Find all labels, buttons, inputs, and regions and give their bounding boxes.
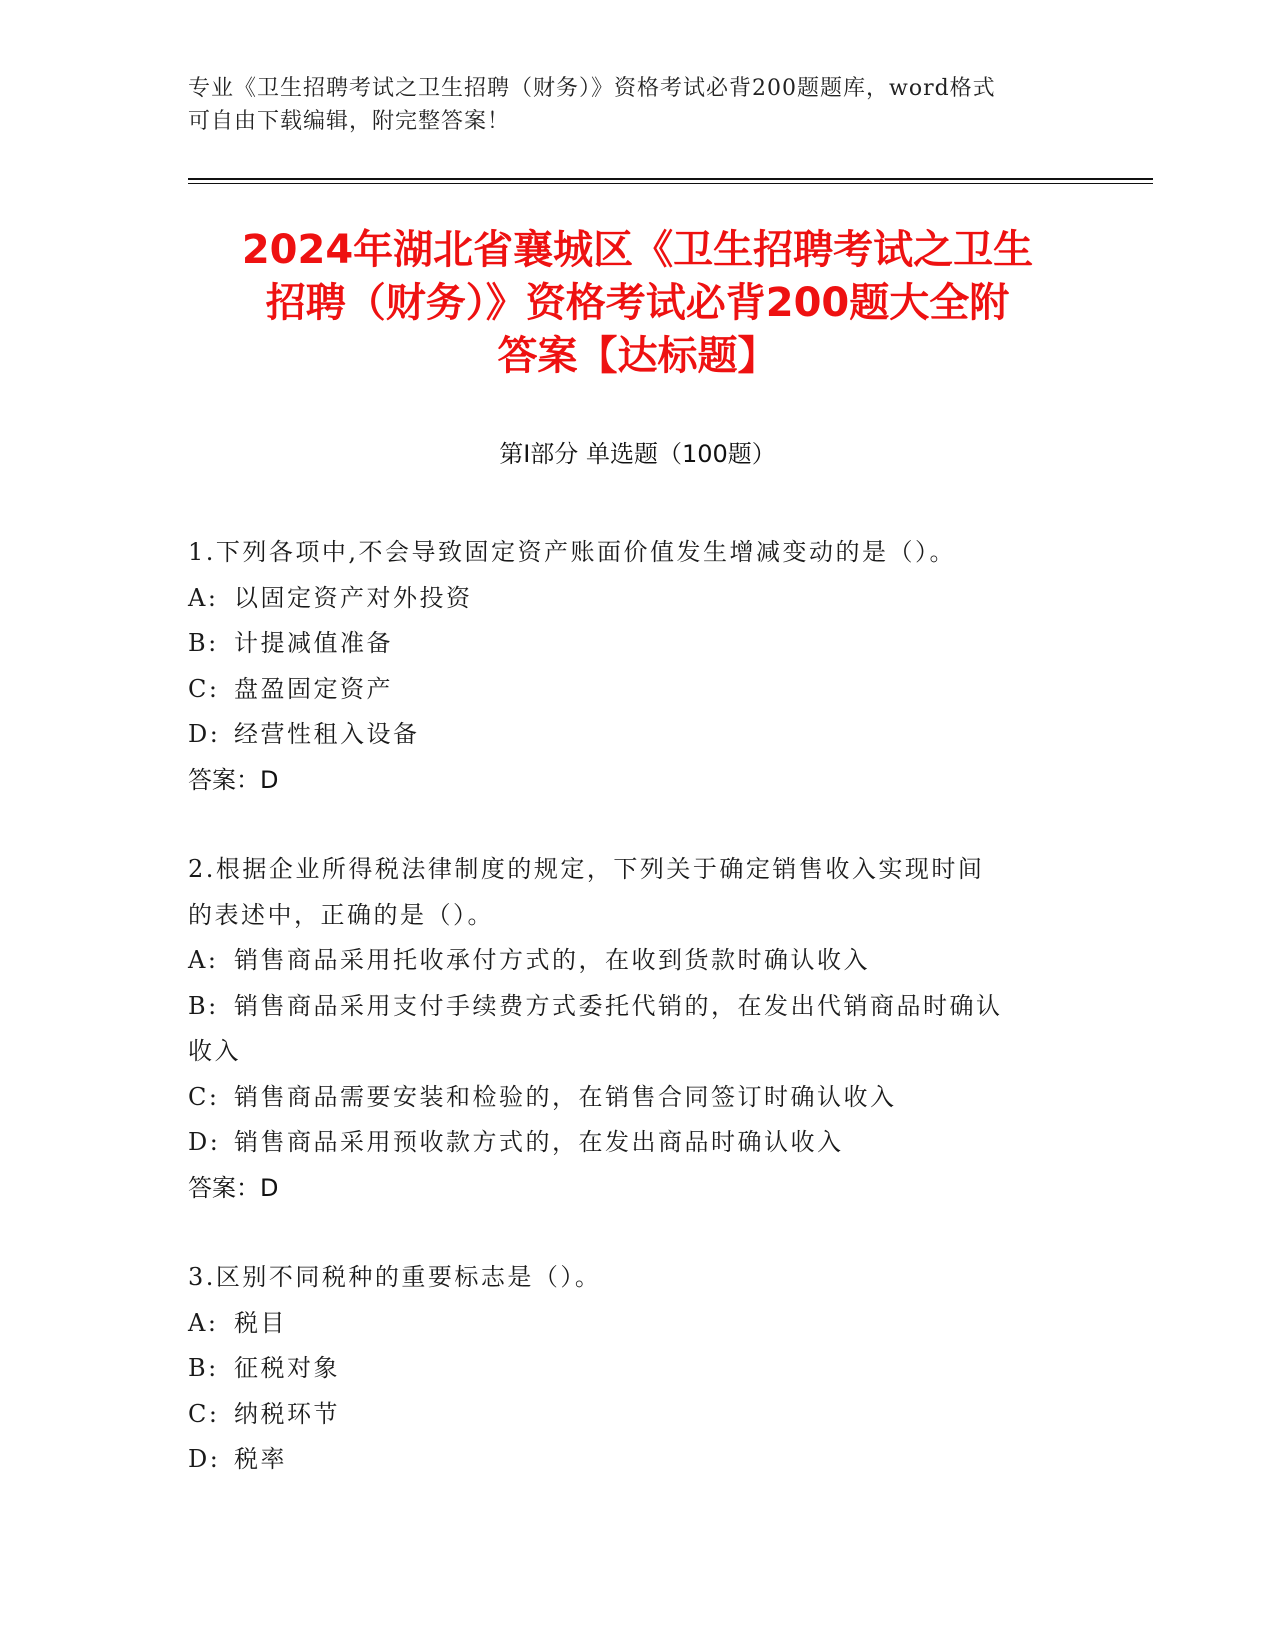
option-key: A: (188, 1308, 219, 1337)
option-key: D: (188, 1445, 221, 1473)
option-d (188, 1120, 1088, 1166)
header-note-line-1: 专业《卫生招聘考试之卫生招聘（财务）》资格考试必背200题题库，word格式 (188, 76, 996, 101)
option-key: D: (188, 720, 221, 748)
header-divider-thin (188, 183, 1153, 184)
option-key: A: (188, 583, 219, 612)
option-text: 销售商品采用支付手续费方式委托代销的，在发出代销商品时确认 (234, 991, 1003, 1020)
option-key: C: (188, 674, 220, 703)
title-line-1: 2024年湖北省襄城区《卫生招聘考试之卫生 (241, 227, 1034, 273)
section-heading: 第Ⅰ部分 单选题（100题） (499, 440, 776, 468)
option-b (188, 984, 1088, 1030)
option-a (188, 576, 1088, 622)
header-note-line-2: 可自由下载编辑，附完整答案！ (188, 109, 511, 134)
option-text: 销售商品需要安装和检验的，在销售合同签订时确认收入 (234, 1082, 897, 1111)
option-key: C: (188, 1082, 220, 1111)
option-key: A: (188, 946, 219, 974)
option-key: B: (188, 991, 219, 1020)
title-line-3: 答案【达标题】 (497, 333, 778, 379)
option-a (188, 938, 1088, 984)
option-b (188, 621, 1088, 667)
question-3 (188, 1255, 1088, 1483)
option-text: 以固定资产对外投资 (234, 583, 473, 612)
option-text: 税率 (234, 1445, 287, 1473)
option-c (188, 1392, 1088, 1438)
option-key: D: (188, 1128, 221, 1156)
answer: 答案：D (188, 765, 279, 794)
question-stem: 1.下列各项中,不会导致固定资产账面价值发生增减变动的是（）。 (188, 538, 957, 566)
option-d (188, 1437, 1088, 1483)
question-list (188, 530, 1088, 1527)
question-2 (188, 847, 1088, 1211)
title-line-2: 招聘（财务）》资格考试必背200题大全附 (265, 280, 1010, 326)
option-text: 征税对象 (234, 1354, 340, 1382)
option-text: 经营性租入设备 (234, 720, 420, 748)
question-1 (188, 530, 1088, 803)
option-a (188, 1301, 1088, 1347)
question-stem-line-2: 的表述中，正确的是（）。 (188, 900, 494, 929)
option-text: 销售商品采用预收款方式的，在发出商品时确认收入 (234, 1128, 844, 1156)
option-d (188, 712, 1088, 758)
option-text: 盘盈固定资产 (234, 674, 393, 703)
option-text: 销售商品采用托收承付方式的，在收到货款时确认收入 (234, 946, 870, 974)
document-title (150, 224, 1125, 383)
option-text: 纳税环节 (234, 1399, 340, 1428)
option-text: 计提减值准备 (234, 629, 393, 657)
option-b-continuation: 收入 (188, 1037, 241, 1065)
option-key: B: (188, 629, 219, 657)
option-c (188, 667, 1088, 713)
option-key: B: (188, 1354, 219, 1382)
option-text: 税目 (234, 1308, 287, 1337)
question-stem: 3.区别不同税种的重要标志是（）。 (188, 1263, 602, 1291)
header-divider-thick (188, 178, 1153, 180)
option-b (188, 1346, 1088, 1392)
option-key: C: (188, 1399, 220, 1428)
question-stem-line-1: 2.根据企业所得税法律制度的规定，下列关于确定销售收入实现时间 (188, 855, 985, 883)
header-note (188, 72, 1088, 138)
answer: 答案：D (188, 1173, 279, 1202)
option-c (188, 1075, 1088, 1121)
